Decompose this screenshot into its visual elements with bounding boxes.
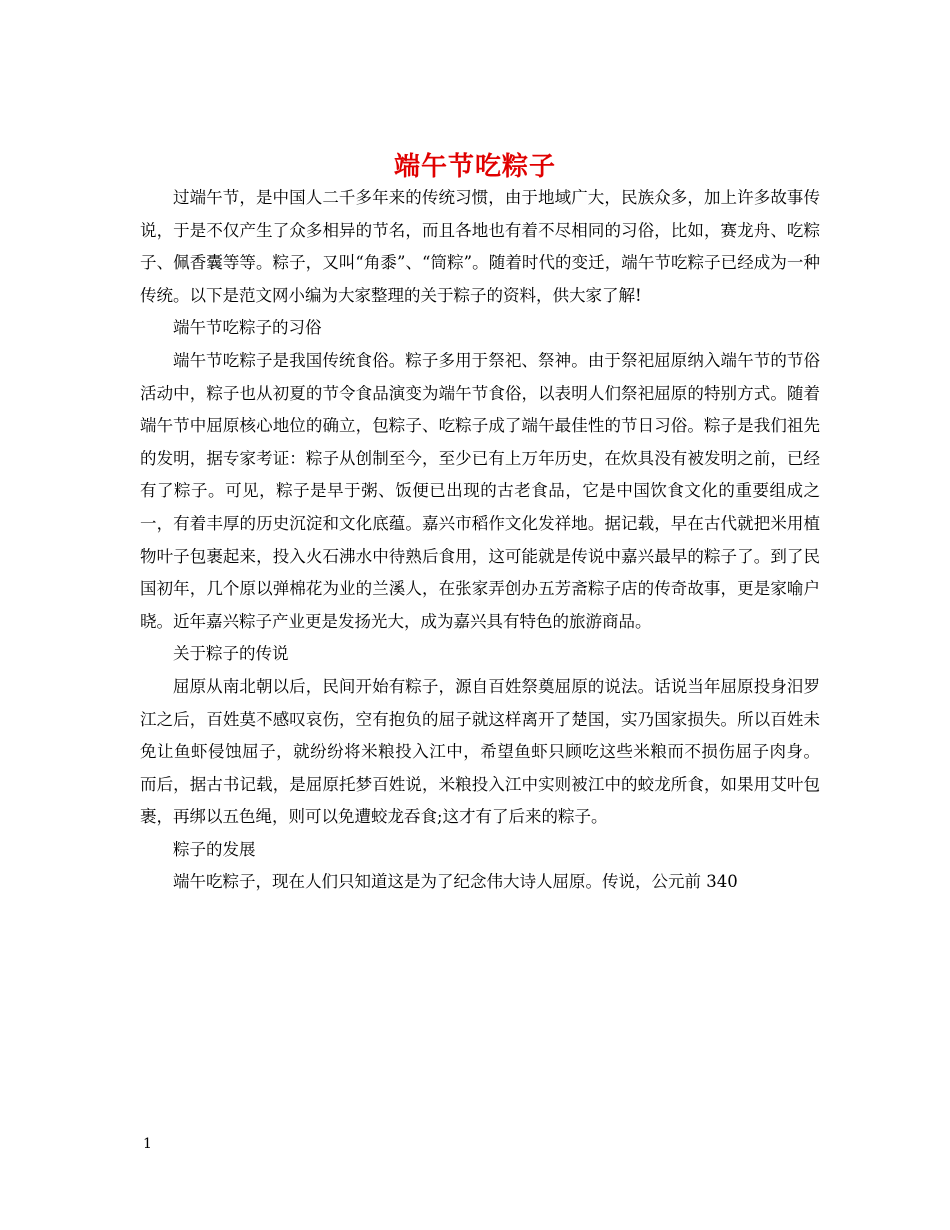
document-title: 端午节吃粽子 [393, 152, 556, 183]
section-heading-customs: 端午节吃粽子的习俗 [173, 318, 322, 338]
page-number: 1 [143, 1136, 152, 1152]
paragraph-intro: 过端午节，是中国人二千多年来的传统习惯，由于地域广大，民族众多，加上许多故事传说，于是不仅产生了众多相异的节名，而且各地也有着不尽相同的习俗，比如，赛龙舟、吃粽子、佩香囊等等。粽子，又叫“角黍”、“筒粽”。随着时代的变迁，端午节吃粽子已经成为一种传统。以下是范文网小编为大家整理的关于粽子的资料，供大家了解! [140, 188, 820, 305]
section-heading-legend: 关于粽子的传说 [173, 644, 289, 664]
section-heading-development: 粽子的发展 [173, 839, 256, 859]
document-body [140, 182, 820, 899]
paragraph-customs: 端午节吃粽子是我国传统食俗。粽子多用于祭祀、祭神。由于祭祀屈原纳入端午节的节俗活动中，粽子也从初夏的节令食品演变为端午节食俗，以表明人们祭祀屈原的特别方式。随着端午节中屈原核心地位的确立，包粽子、吃粽子成了端午最佳性的节日习俗。粽子是我们祖先的发明，据专家考证：粽子从创制至今，至少已有上万年历史，在炊具没有被发明之前，已经有了粽子。可见，粽子是早于粥、饭便已出现的古老食品，它是中国饮食文化的重要组成之一，有着丰厚的历史沉淀和文化底蕴。嘉兴市稻作文化发祥地。据记载，早在古代就把米用植物叶子包裹起来，投入火石沸水中待熟后食用，这可能就是传说中嘉兴最早的粽子了。到了民国初年，几个原以弹棉花为业的兰溪人，在张家弄创办五芳斋粽子店的传奇故事，更是家喻户晓。近年嘉兴粽子产业更是发扬光大，成为嘉兴具有特色的旅游商品。 [140, 350, 820, 631]
paragraph-development: 端午吃粽子，现在人们只知道这是为了纪念伟大诗人屈原。传说，公元前 340 [173, 872, 738, 892]
paragraph-legend: 屈原从南北朝以后，民间开始有粽子，源自百姓祭奠屈原的说法。话说当年屈原投身汨罗江之后，百姓莫不感叹哀伤，空有抱负的屈子就这样离开了楚国，实乃国家损失。所以百姓未免让鱼虾侵蚀屈子，就纷纷将米粮投入江中，希望鱼虾只顾吃这些米粮而不损伤屈子肉身。 而后，据古书记载，是屈原托梦百姓说，米粮投入江中实则被江中的蛟龙所食，如果用艾叶包裹，再绑以五色绳，则可以免遭蛟龙吞食;这才有了后来的粽子。 [140, 676, 820, 827]
